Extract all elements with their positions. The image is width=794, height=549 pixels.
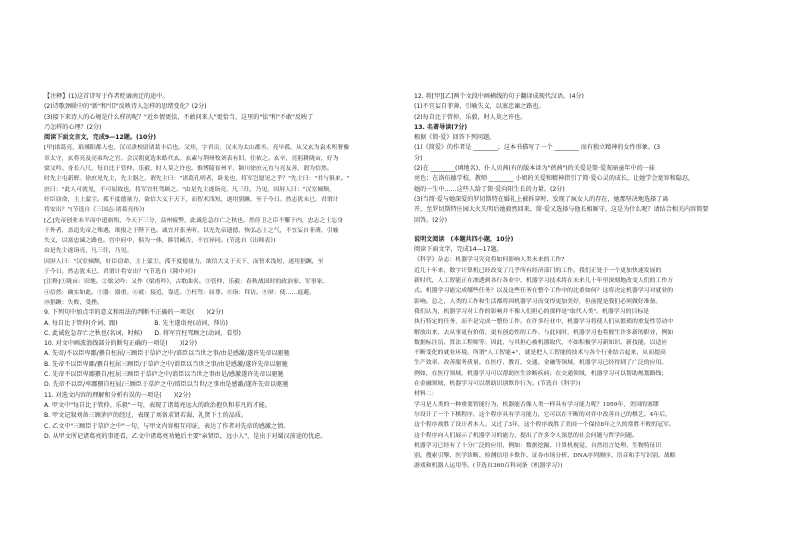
left-column <box>44 92 390 442</box>
question-13-intro: 根据《简·爱》回答下列问题。 <box>414 134 496 142</box>
article-line: 近几十年来，数字计算机已经改变了几乎所有经济部门的工作。我们正处于一个更加快速发展的 <box>414 267 662 274</box>
article-title: 《科学》杂志：机器学习究竟将如何影响人类未来的工作? <box>414 257 565 264</box>
article-line: 影响。总之，人类的工作和生活都将因机器学习而变得更加美好，但前提是我们必须做好准备。 <box>414 298 662 305</box>
question-10-option: D. 先帝不以臣/卑鄙猥自枉屈/三顾臣于草庐之中/谘臣以当世/之事由是感激/遂许先帝以驱驰 <box>44 381 289 389</box>
question-line: (2)诗歌颈联中的"新"和"旧"反映诗人怎样的思绪变化？(2分) <box>44 103 207 111</box>
passage-line: 由是先主遂诣亮，凡三往，乃见。 <box>44 248 133 255</box>
question-11-option: D. 从甲文所记诸葛亮的事迹看，乙文中诸葛亮劝勉后主要"亲贤臣，远小人"，是出于对蜀汉前途的忧虑。 <box>44 432 327 440</box>
article-line: 我们认为，机器学习对工作的影响并不像人们担心的那样是"取代人类"。机器学习的目标是 <box>414 308 650 315</box>
article-line: 解放出来，去从事更有价值、更有创造性的工作。与此同时，机器学习也将催生许多新的职业，例如 <box>414 329 674 336</box>
right-column <box>414 92 760 472</box>
question-11-option: A. 甲文中"每自比于管仲、乐毅"一句，表现了诸葛亮远大的政治抱负和非凡的才能。 <box>44 401 271 409</box>
passage-line: 因屏人曰："汉室倾颓，奸臣窃命，主上蒙尘。孤不度德量力，欲信大义于天下，而智术浅短，遂用猖蹶，至 <box>44 258 324 265</box>
passage-line: 梁父吟。身长八尺，每自比于管仲、乐毅，时人莫之许也。惟博陵崔州平、颍川徐庶元直与亮友善，谓为信然。 <box>44 166 333 173</box>
question-13-item: 亮色；在洛伍德学校，教师 ________ 小姐的关爱和精神指引了简·爱心灵的成长，让她学会宽容和隐忍， <box>414 175 695 183</box>
article-line: 执行特定的任务，而不是完成一整份工作。在许多行业中，机器学习将使人们从繁琐的重复性劳动中 <box>414 319 674 326</box>
question-10-option: C. 先帝不以臣卑鄙猥自/枉屈三顾臣于草庐之中/谘臣以当世之事由是/感激遂许先帝以驱驰 <box>44 371 284 379</box>
passage-line: [甲]诸葛亮，琅琊阳都人也，汉司隶校尉诸葛丰后也。父珪，字君贡，汉末为太山郡丞。亮早孤，从父玄为袁术所署豫 <box>44 145 350 152</box>
question-13-item: 回答。(2分) <box>414 216 448 224</box>
article-line: 不断变化的就业环境。所谓"人工智能+"，就是把人工智能的技术与各个行业结合起来，从而提高 <box>414 350 666 357</box>
spacer <box>414 226 760 235</box>
article-line: 别、搜索引擎、医学诊断、检测信用卡欺诈、证券市场分析、DNA序列测序、语音和手写识别、战略 <box>414 453 676 460</box>
question-13-item: (1)《简爱》的作者是 ________，这本书描写了一个 ________ 而有独立精神的女性形象。(3 <box>414 144 661 152</box>
question-11-option: C. 乙文中"三顾臣于草庐之中"一句，与甲文内容相互印证，表达了作者对先帝的感激之情。 <box>44 422 290 430</box>
article-line: 游戏和机器人运用等。(节选自360百科词条《机器学习》) <box>414 463 563 470</box>
passage-line: [乙]先帝创业未半而中道崩殂，今天下三分，益州疲弊，此诚危急存亡之秋也。然侍卫之臣不懈于内，忠志之士忘身 <box>44 217 344 224</box>
article-line: 这个程序战胜了设计者本人。又过了3年，这个程序战胜了美国一个保持8年之久的常胜不败的冠军。 <box>414 422 675 429</box>
passage-line: 于今日。然志犹未已，君谓计将安出？"(节选自《隆中对》) <box>44 269 196 276</box>
question-9: 9. 下列句中加点字的意义和用法的判断不正确的一项是( )(2分) <box>44 309 224 317</box>
passage-line: 于外者，盖追先帝之殊遇，欲报之于陛下也。诚宜开张圣听，以光先帝遗德，恢弘志士之气，不宜妄自菲薄，引喻 <box>44 227 339 234</box>
article-line: 机器学习已经有了十分广泛的应用，例如：数据挖掘、计算机视觉、自然语言处理、生物特征识 <box>414 442 662 449</box>
question-line: (3)接下来诗人的心境是什么样的呢？"近乡情更怯，不敢问来人"更恰当，这里的"怯"和"不敢"反映了 <box>44 113 314 121</box>
article-line: 式。机器学习能完成哪些任务？以及这些任务在整个工作中的比重如何？这将决定机器学习对就业的 <box>414 288 674 295</box>
poem-notes: 【注释】(1)这首诗写于作者贬谪南迁的途中。 <box>44 93 169 100</box>
passage-line: 时先主屯新野。徐庶见先主，先主器之，谓先主曰："诸葛孔明者，卧龙也，将军岂愿见之乎？"先主曰："君与俱来。" <box>44 176 350 183</box>
section-title-expository: 说明文阅读 (本题共四小题，10分) <box>414 235 514 243</box>
annotation-line: ⑩猖蹶：失败，受挫。 <box>44 299 103 306</box>
question-13-item: (2)在 ________(填地名)，仆人贝茜(有的版本译为"蓓茜")的关爱是简·爱灰暗童年中的一抹 <box>414 165 655 173</box>
question-13-item: 她的一生中……这些人给了简·爱向阳生长的力量。(2分) <box>414 185 565 193</box>
question-11: 11. 对选文内容的理解和分析有误的一项是( )(2分) <box>44 391 191 399</box>
article-line: 例如，在医疗领域，机器学习可以帮助医生诊断疾病；在交通领域，机器学习可以帮助规划路线； <box>414 370 668 377</box>
annotation-line: [注释]①陇亩：田地。②梁父吟：又作《梁甫吟》，古歌曲名。③管仲、乐毅：春秋战国时的政治家、军事家。 <box>44 279 329 286</box>
question-9-option: C. 此诚危急存亡之秋也(名词，时候) D. 将军宜枉驾顾之(动词，看望) <box>44 329 241 337</box>
question-13-item: 分) <box>414 154 423 162</box>
passage-line: 庶曰："此人可就见，不可屈致也。将军宜枉驾顾之。"由是先主遂诣亮，凡三往，乃见。因屏人曰："汉室倾颓， <box>44 186 335 193</box>
question-12-item: (1)不宜妄自菲薄，引喻失义，以塞忠谏之路也。 <box>414 103 545 111</box>
question-10-option: B. 先帝不以臣卑鄙/猥自枉屈三顾臣/于草庐之中/谘臣以当世之事/由是感激/遂许先帝以驱驰 <box>44 360 288 368</box>
article-line: 这个程序向人们展示了机器学习的能力，提出了许多令人深思的社会问题与哲学问题。 <box>414 432 638 439</box>
article-line: 尔设计了一个下棋程序，这个程序具有学习能力，它可以在不断的对弈中改善自己的棋艺。4年后， <box>414 411 672 418</box>
question-12-item: (2)每自比于管仲、乐毅，时人莫之许也。 <box>414 113 527 121</box>
article-line: 在金融领域，机器学习可以帮助识别欺诈行为。(节选自《科学》) <box>414 381 581 388</box>
question-11-option: B. 甲文记叙刘备三顾茅庐的经过，表现了刘备求贤若渴、礼贤下士的品质。 <box>44 412 248 420</box>
question-12: 12. 将[甲][乙]两个文段中画横线的句子翻译成现代汉语。(4分) <box>414 93 584 100</box>
article-line: 数据标注员、算法工程师等。因此，与其担心被机器取代，不如积极学习新知识、新技能，以适应 <box>414 339 668 346</box>
question-13-item: 开，至罗切斯特庄园大火失明后她毅然回来。简·爱又选择与他长相厮守。这是为什么呢？请结合相关内容简要 <box>414 206 709 214</box>
question-9-option: A. 每自比于管仲(介词，跟) B. 先主遂诣亮(动词，拜访) <box>44 319 228 327</box>
section-instruction: 阅读下面文字，完成14—17题。 <box>414 246 503 254</box>
question-10-option: A. 先帝/不以臣卑鄙/猥自枉屈/三顾臣于草庐之中/谘臣以当世之事/由是感激/遂许先帝以驱驰 <box>44 350 290 358</box>
article-line: 新时代，人工智能正在渗透到各行各业中，机器学习技术将在未来几十年里深刻地改变人们的工作方 <box>414 278 674 285</box>
question-10: 10. 对文中画波浪线部分的断句正确的一项是( )(2分) <box>44 340 197 348</box>
annotation-line: ④信然：确实如此。⑤器：器重。⑥就：接近，靠近。⑦枉驾：屈尊。⑧诣：拜访。⑨屏：使……退避。 <box>44 289 315 296</box>
section-title-classical: 阅读下面文言文，完成9—12题。(10分) <box>44 134 157 142</box>
passage-line: 章太守，玄将亮及亮弟均之官。会汉朝更选朱皓代玄。玄素与荆州牧刘表有旧，往依之。玄卒，亮躬耕陇亩，好为 <box>44 155 339 162</box>
question-13-title: 13. 名著导读(7分) <box>414 123 468 131</box>
passage-line: 将安出？"(节选自《三国志·诸葛亮传》) <box>44 207 145 214</box>
article-line: 学习是人类的一种重要智能行为，机器能否像人类一样具有学习能力呢？1959年，美国的塞缪 <box>414 401 659 408</box>
passage-line: 奸臣窃命，主上蒙尘。孤不度德量力，欲信大义于天下，而智术浅短，遂用猖蹶，至于今日。然志犹未已，君谓计 <box>44 196 339 203</box>
question-13-item: (3)当简·爱与她深爱的罗切斯特在婚礼上被拆穿时，发现了疯女人的存在，她那坚决地选择了离 <box>414 195 669 203</box>
question-line: 乃怎样的心理？(2分) <box>44 123 102 131</box>
material-two-label: 材料二： <box>414 391 438 398</box>
passage-line: 失义，以塞忠谏之路也。宫中府中，俱为一体，陟罚臧否，不宜异同。(节选自《出师表》) <box>44 238 276 245</box>
article-line: 生产效率、改善服务质量。在医疗、教育、交通、金融等领域，机器学习已经得到了广泛的应用。 <box>414 360 668 367</box>
